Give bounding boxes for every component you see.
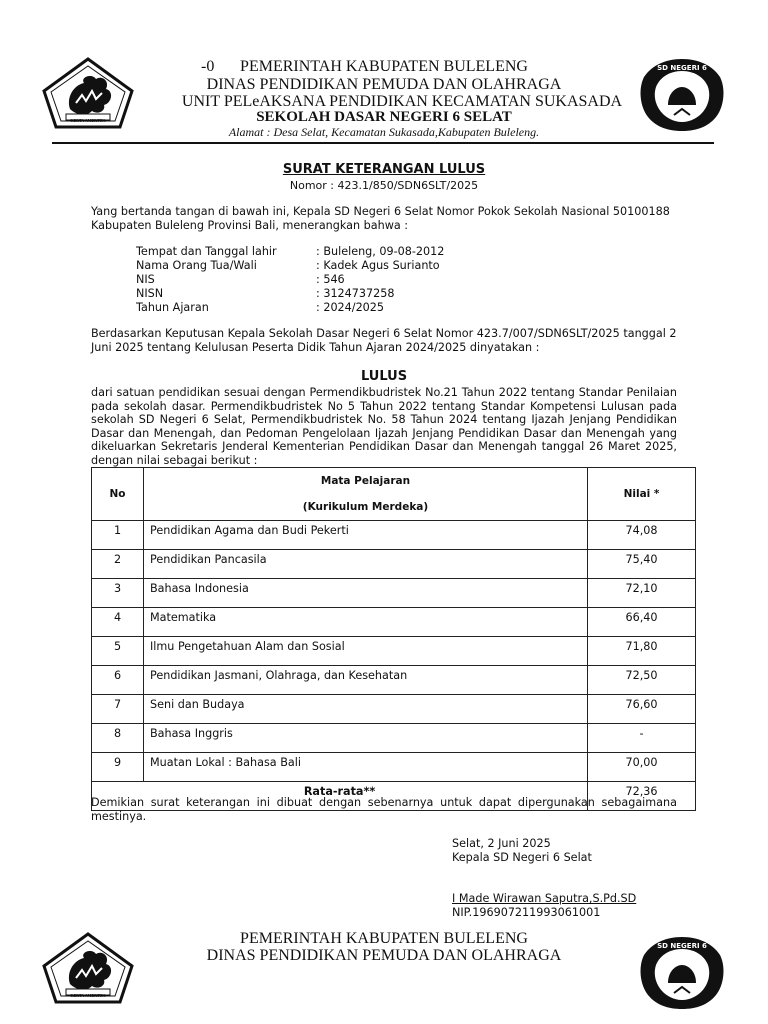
table-row xyxy=(92,695,696,724)
signature-place-date: Selat, 2 Juni 2025 xyxy=(452,837,551,850)
letterhead-unit: UNIT PELeAKSANA PENDIDIKAN KECAMATAN SUKASADA xyxy=(181,93,623,110)
closing-line: Demikian surat keterangan ini dibuat dengan sebenarnya untuk dapat dipergunakan sebagaimana xyxy=(91,796,677,809)
signature-name: I Made Wirawan Saputra,S.Pd.SD xyxy=(452,892,637,905)
average-label: Rata-rata** xyxy=(92,782,588,811)
identity-label: Tempat dan Tanggal lahir xyxy=(136,245,277,258)
left-logo-text: KERTA AMERTHA xyxy=(70,118,106,123)
signature-nip: NIP.196907211993061001 xyxy=(452,906,601,919)
row-subject: Bahasa Indonesia xyxy=(144,579,588,608)
identity-value: : 3124737258 xyxy=(316,287,395,300)
basis-line: dikeluarkan Sekretaris Jenderal Kementerian Pendidikan Dasar dan Menengah tanggal 26 Maret 2025, xyxy=(91,440,677,453)
row-score: 72,50 xyxy=(588,666,696,695)
identity-value: : Kadek Agus Surianto xyxy=(316,259,440,272)
closing-line: mestinya. xyxy=(91,810,147,823)
row-number: 2 xyxy=(92,550,144,579)
row-score: 75,40 xyxy=(588,550,696,579)
decision-paragraph xyxy=(91,327,677,355)
document-title: SURAT KETERANGAN LULUS xyxy=(282,162,486,177)
footer-department: DINAS PENDIDIKAN PEMUDA DAN OLAHRAGA xyxy=(206,947,562,964)
row-subject: Matematika xyxy=(144,608,588,637)
decision-line: Juni 2025 tentang Kelulusan Peserta Didik Tahun Ajaran 2024/2025 dinyatakan : xyxy=(91,341,540,354)
identity-value: : Buleleng, 09-08-2012 xyxy=(316,245,445,258)
row-subject: Bahasa Inggris xyxy=(144,724,588,753)
decision-line: Berdasarkan Keputusan Kepala Sekolah Dasar Negeri 6 Selat Nomor 423.7/007/SDN6SLT/2025 tanggal 2 xyxy=(91,327,677,340)
table-row xyxy=(92,608,696,637)
row-score: 71,80 xyxy=(588,637,696,666)
identity-label: NIS xyxy=(136,273,155,286)
identity-label: Nama Orang Tua/Wali xyxy=(136,259,257,272)
intro-paragraph xyxy=(91,205,677,233)
document-code: -0 xyxy=(201,58,215,75)
basis-line: sekolah SD Negeri 6 Selat, Permendikbudristek No. 58 Tahun 2024 tentang Ijazah Jenjang Pendidikan xyxy=(91,413,677,426)
row-score: - xyxy=(588,724,696,753)
row-score: 76,60 xyxy=(588,695,696,724)
identity-value: : 2024/2025 xyxy=(316,301,385,314)
left-logo-text: KERTA AMERTHA xyxy=(70,993,106,998)
grades-table xyxy=(91,467,696,811)
row-subject: Ilmu Pengetahuan Alam dan Sosial xyxy=(144,637,588,666)
basis-line: dari satuan pendidikan sesuai dengan Permendikbudristek No.21 Tahun 2022 tentang Standar Penilaian xyxy=(91,386,677,399)
letterhead-address: Alamat : Desa Selat, Kecamatan Sukasada,Kabupaten Buleleng. xyxy=(228,125,540,139)
row-number: 9 xyxy=(92,753,144,782)
row-subject: Pendidikan Agama dan Budi Pekerti xyxy=(144,521,588,550)
right-logo-text: SD NEGERI 6 SELAT xyxy=(657,942,707,958)
letterhead-department: DINAS PENDIDIKAN PEMUDA DAN OLAHRAGA xyxy=(206,76,562,93)
intro-line: Yang bertanda tangan di bawah ini, Kepala SD Negeri 6 Selat Nomor Pokok Sekolah Nasional 50100188 xyxy=(91,205,670,218)
signature-position: Kepala SD Negeri 6 Selat xyxy=(452,851,592,864)
row-score: 74,08 xyxy=(588,521,696,550)
row-score: 72,10 xyxy=(588,579,696,608)
row-subject: Pendidikan Pancasila xyxy=(144,550,588,579)
row-number: 1 xyxy=(92,521,144,550)
right-logo-text: SD NEGERI 6 SELAT xyxy=(657,64,707,80)
letterhead-school-name: SEKOLAH DASAR NEGERI 6 SELAT xyxy=(256,109,512,125)
table-row xyxy=(92,521,696,550)
table-row xyxy=(92,550,696,579)
footer-government: PEMERINTAH KABUPATEN BULELENG xyxy=(240,930,528,947)
header-score: Nilai * xyxy=(588,468,696,521)
identity-label: NISN xyxy=(136,287,164,300)
row-subject: Muatan Lokal : Bahasa Bali xyxy=(144,753,588,782)
basis-paragraph xyxy=(91,386,677,467)
row-number: 3 xyxy=(92,579,144,608)
header-no: No xyxy=(92,468,144,521)
table-row xyxy=(92,753,696,782)
row-subject: Pendidikan Jasmani, Olahraga, dan Kesehatan xyxy=(144,666,588,695)
closing-paragraph xyxy=(91,796,677,824)
header-subject-curriculum: (Kurikulum Merdeka) xyxy=(302,501,429,513)
header-subject xyxy=(144,468,588,521)
document-number: Nomor : 423.1/850/SDN6SLT/2025 xyxy=(289,179,479,192)
graduation-status: LULUS xyxy=(360,369,408,384)
identity-value: : 546 xyxy=(316,273,345,286)
average-value: 72,36 xyxy=(588,782,696,811)
row-number: 8 xyxy=(92,724,144,753)
table-row xyxy=(92,579,696,608)
table-header-row xyxy=(92,468,696,521)
header-subject-title: Mata Pelajaran xyxy=(320,475,411,487)
basis-line: dengan nilai sebagai berikut : xyxy=(91,453,258,467)
table-row xyxy=(92,724,696,753)
row-subject: Seni dan Budaya xyxy=(144,695,588,724)
row-number: 4 xyxy=(92,608,144,637)
basis-line: Dasar dan Menengah, dan Pedoman Pengelolaan Ijazah Jenjang Pendidikan Dasar dan Menengah yang xyxy=(91,426,677,440)
row-number: 7 xyxy=(92,695,144,724)
letterhead-divider xyxy=(52,142,714,144)
row-score: 66,40 xyxy=(588,608,696,637)
row-number: 5 xyxy=(92,637,144,666)
row-score: 70,00 xyxy=(588,753,696,782)
table-row xyxy=(92,666,696,695)
identity-label: Tahun Ajaran xyxy=(136,301,209,314)
intro-line: Kabupaten Buleleng Provinsi Bali, menerangkan bahwa : xyxy=(91,219,409,232)
row-number: 6 xyxy=(92,666,144,695)
basis-line: pada sekolah dasar. Permendikbudristek No 5 Tahun 2022 tentang Standar Kompetensi Lulusan pada xyxy=(91,399,677,413)
table-row xyxy=(92,637,696,666)
letterhead-government: PEMERINTAH KABUPATEN BULELENG xyxy=(240,58,528,75)
